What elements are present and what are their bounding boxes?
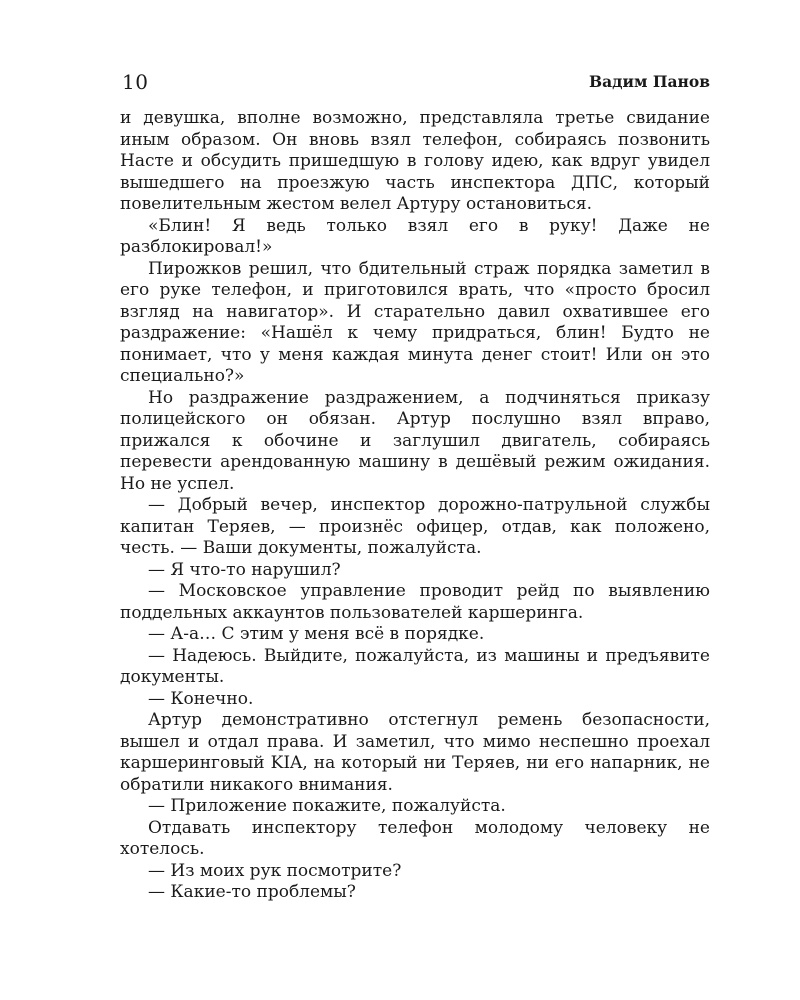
page-header (120, 70, 710, 96)
book-page (120, 70, 710, 904)
dialogue-line: — Надеюсь. Выйдите, пожалуйста, из машины и предъявите документы. (120, 645, 710, 687)
dialogue-line: — Какие-то проблемы? (148, 882, 356, 902)
dialogue-line: — Я что-то нарушил? (148, 559, 341, 580)
paragraph: и девушка, вполне возможно, представляла третье свидание иным образом. Он вновь взял телефон, собираясь позвонить Насте и обсудить пришедшую в голову идею, как вдруг увидел вышедшего на проезжую часть инспектора ДПС, который повелительным жестом велел Артуру остановиться. (120, 108, 710, 214)
dialogue-line: — А-а… С этим у меня всё в порядке. (148, 624, 485, 644)
dialogue-line: — Добрый вечер, инспектор дорожно-патрульной службы капитан Теряев, — произнёс офицер, отдав, как положено, честь. — Ваши документы, пожалуйста. (120, 495, 710, 558)
dialogue-line: — Конечно. (148, 688, 254, 709)
dialogue-line: — Приложение покажите, пожалуйста. (148, 796, 506, 816)
paragraph: Отдавать инспектору телефон молодому человеку не хотелось. (120, 817, 710, 859)
body-text (120, 108, 710, 904)
paragraph: «Блин! Я ведь только взял его в руку! Даже не разблокировал!» (120, 215, 710, 257)
paragraph: Но раздражение раздражением, а подчиняться приказу полицейского он обязан. Артур послушно взял вправо, прижался к обочине и заглушил двигатель, собираясь перевести арендованную машину в дешёвый режим ожидания. Но не успел. (120, 387, 710, 494)
dialogue-line: — Из моих рук посмотрите? (148, 860, 402, 881)
page-number: 10 (122, 70, 149, 94)
paragraph: Артур демонстративно отстегнул ремень безопасности, вышел и отдал права. И заметил, что мимо неспешно проехал каршеринговый KIA, на который ни Теряев, ни его напарник, не обратили никакого внимания. (120, 710, 710, 795)
running-title: Вадим Панов (589, 72, 710, 91)
paragraph: Пирожков решил, что бдительный страж порядка заметил в его руке телефон, и приготовился врать, что «просто бросил взгляд на навигатор». И старательно давил охватившее его раздражение: «Нашёл к чему придраться, блин! Будто не понимает, что у меня каждая минута денег стоит! Или он это специально?» (120, 258, 710, 386)
dialogue-line: — Московское управление проводит рейд по выявлению поддельных аккаунтов пользователей каршеринга. (120, 581, 710, 623)
